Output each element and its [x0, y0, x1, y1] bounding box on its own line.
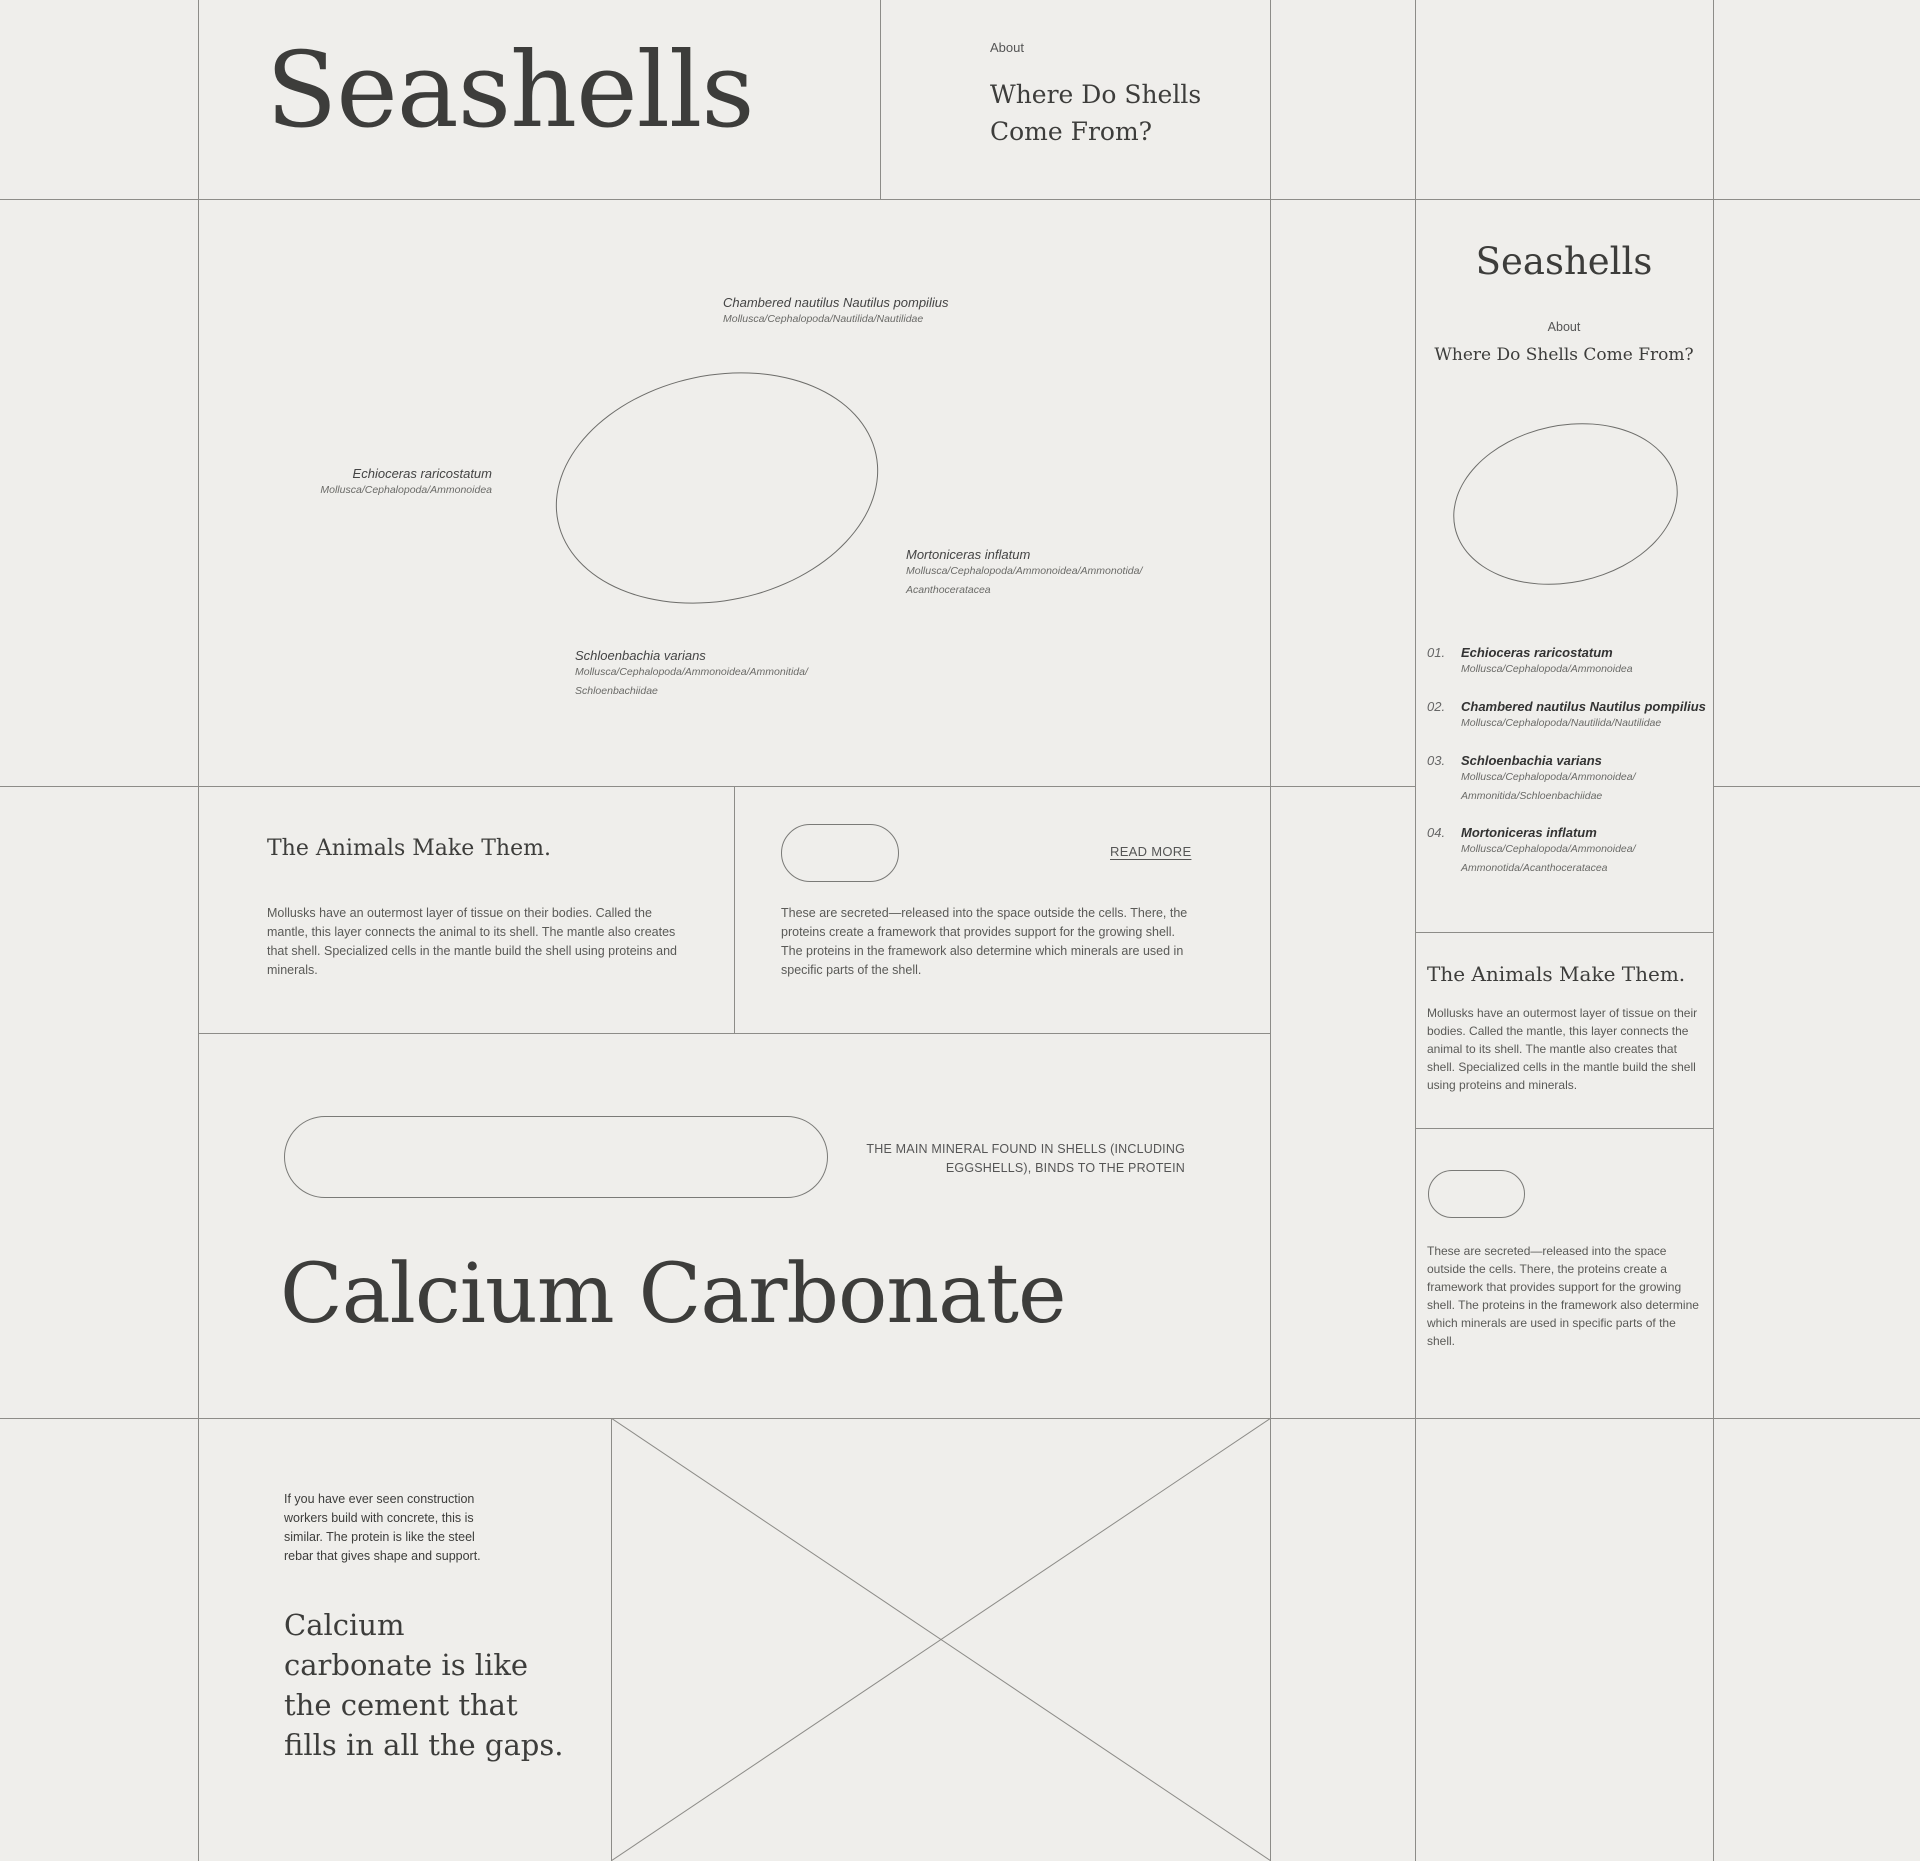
- image-placeholder: [611, 1418, 1271, 1861]
- concrete-quote: [284, 1605, 563, 1765]
- pill-button[interactable]: [781, 824, 899, 882]
- specimen-name: Echioceras raricostatum: [352, 466, 492, 481]
- list-item[interactable]: [1427, 645, 1707, 699]
- list-item-number: 03.: [1427, 753, 1446, 768]
- mobile-pill-button[interactable]: [1428, 1170, 1525, 1218]
- grid-line: [734, 786, 735, 1033]
- list-item-name: Mortoniceras inflatum: [1461, 825, 1597, 840]
- list-item-name: Schloenbachia varians: [1461, 753, 1602, 768]
- mineral-title: Calcium Carbonate: [280, 1247, 1066, 1342]
- mobile-animals-paragraph: Mollusks have an outermost layer of tissue on their bodies. Called the mantle, this layer connects the animal to its shell. The mantle also creates that shell. Specialized cells in the mantle build the shell using proteins and minerals.: [1427, 1006, 1698, 1092]
- shell-image-placeholder: [534, 344, 900, 633]
- quote-line: carbonate is like: [284, 1648, 529, 1682]
- mobile-nav-label[interactable]: About: [1547, 320, 1581, 334]
- specimen-taxonomy: Mollusca/Cephalopoda/Ammonoidea: [320, 484, 492, 496]
- secreted-paragraph: These are secreted—released into the space outside the cells. There, the proteins create a framework that provides support for the growing shell. The proteins in the framework also determine which minerals are used in specific parts of the shell.: [781, 906, 1188, 977]
- list-item-taxonomy: Ammonotida/Acanthoceratacea: [1461, 862, 1608, 874]
- mineral-caption-line: EGGSHELLS), BINDS TO THE PROTEIN: [945, 1161, 1185, 1175]
- specimen-label[interactable]: [260, 466, 492, 500]
- list-item[interactable]: [1427, 699, 1707, 753]
- quote-line: the cement that: [284, 1688, 518, 1722]
- mobile-nav-title[interactable]: Where Do Shells Come From?: [1434, 345, 1694, 365]
- list-item-taxonomy: Ammonitida/Schloenbachiidae: [1461, 790, 1603, 802]
- nav-about-label[interactable]: About: [990, 40, 1024, 55]
- mobile-animals-heading: The Animals Make Them.: [1427, 962, 1686, 986]
- grid-line: [880, 0, 881, 200]
- specimen-taxonomy: Mollusca/Cephalopoda/Nautilida/Nautilidae: [723, 313, 924, 325]
- list-item-number: 01.: [1427, 645, 1446, 660]
- quote-line: Calcium: [284, 1608, 405, 1642]
- specimen-label[interactable]: [723, 295, 948, 329]
- grid-line: [0, 199, 1920, 200]
- specimen-name: Chambered nautilus Nautilus pompilius: [723, 295, 949, 310]
- specimen-name: Schloenbachia varians: [575, 648, 706, 663]
- specimen-taxonomy: Schloenbachiidae: [575, 685, 658, 697]
- list-item-taxonomy: Mollusca/Cephalopoda/Ammonoidea/: [1461, 771, 1636, 783]
- list-item-taxonomy: Mollusca/Cephalopoda/Ammonoidea: [1461, 663, 1633, 675]
- list-item-number: 02.: [1427, 699, 1446, 714]
- list-item-taxonomy: Mollusca/Cephalopoda/Nautilida/Nautilidae: [1461, 717, 1662, 729]
- grid-line: [198, 0, 199, 1861]
- grid-line: [198, 1033, 1271, 1034]
- list-item[interactable]: [1427, 825, 1707, 897]
- specimen-taxonomy: Mollusca/Cephalopoda/Ammonoidea/Ammonotida/: [906, 565, 1143, 577]
- specimen-name: Mortoniceras inflatum: [906, 547, 1031, 562]
- animals-heading: The Animals Make Them.: [267, 836, 551, 861]
- grid-line: [0, 786, 1415, 787]
- list-item-number: 04.: [1427, 825, 1446, 840]
- mineral-caption: [820, 1140, 1185, 1178]
- animals-paragraph: Mollusks have an outermost layer of tissue on their bodies. Called the mantle, this layer connects the animal to its shell. The mantle also creates that shell. Specialized cells in the mantle build the shell using proteins and minerals.: [267, 906, 677, 977]
- specimen-label[interactable]: [575, 648, 808, 701]
- list-item-name: Chambered nautilus Nautilus pompilius: [1461, 699, 1706, 714]
- mobile-shell-placeholder: [1438, 403, 1693, 605]
- mineral-caption-line: THE MAIN MINERAL FOUND IN SHELLS (INCLUDING: [866, 1142, 1185, 1156]
- mobile-secreted-paragraph: These are secreted—released into the space outside the cells. There, the proteins create a framework that provides support for the growing shell. The proteins in the framework also determine which minerals are used in specific parts of the shell.: [1427, 1244, 1699, 1348]
- grid-line: [1713, 786, 1920, 787]
- nav-title[interactable]: Where Do Shells Come From?: [990, 80, 1202, 146]
- grid-line: [1415, 932, 1713, 933]
- specimen-taxonomy: Mollusca/Cephalopoda/Ammonoidea/Ammonitida/: [575, 666, 808, 678]
- list-item-taxonomy: Mollusca/Cephalopoda/Ammonoidea/: [1461, 843, 1636, 855]
- read-more-link[interactable]: READ MORE: [1110, 844, 1192, 859]
- logo[interactable]: Seashells: [266, 29, 754, 151]
- specimen-label[interactable]: [906, 547, 1142, 600]
- list-item-name: Echioceras raricostatum: [1461, 645, 1613, 660]
- grid-line: [1713, 0, 1714, 1861]
- mobile-specimen-list: [1427, 645, 1707, 897]
- mobile-logo[interactable]: Seashells: [1475, 240, 1653, 283]
- grid-line: [1415, 1128, 1713, 1129]
- specimen-taxonomy: Acanthoceratacea: [906, 584, 991, 596]
- concrete-paragraph: If you have ever seen construction workers build with concrete, this is similar. The protein is like the steel rebar that gives shape and support.: [284, 1492, 481, 1563]
- list-item[interactable]: [1427, 753, 1707, 825]
- pill-button-large[interactable]: [284, 1116, 828, 1198]
- quote-line: fills in all the gaps.: [284, 1728, 564, 1762]
